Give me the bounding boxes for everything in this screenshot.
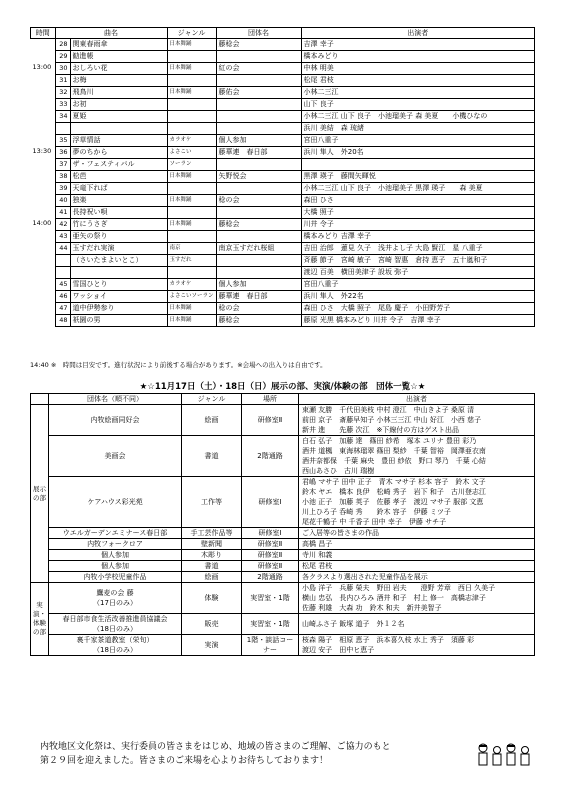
program-number: 48 [55,315,70,327]
exhibit-performers [299,572,535,583]
program-group [216,267,301,279]
exhibit-performers [299,539,535,550]
program-performers: 小林二三江 山下 良子 小池瑠美子 森 美夏 小機ひなの [301,111,534,123]
exhibit-place: 研修室Ⅱ [242,550,299,561]
exhibit-place: 研修室Ⅱ [242,405,299,436]
program-genre: 玉すだれ [167,255,216,267]
program-table [30,27,535,327]
program-row [31,291,535,303]
program-title [70,267,167,279]
program-group [216,183,301,195]
program-number: 43 [55,231,70,243]
header-performers: 出演者 [301,28,534,39]
program-performers [301,159,534,171]
exhibit-row [31,561,535,572]
exhibit-genre: 工作等 [182,477,242,528]
exhibit-performers [299,583,535,614]
exhibit-heading: ★☆11月17日（土）・18日（日）展示の部、実演/体験の部 団体一覧☆★ [139,382,426,392]
exhibit-group-name: 個人参加 [49,550,182,561]
program-number: 47 [55,303,70,315]
exhibit-genre: 書道 [182,561,242,572]
performer-line: 横山 忠弘 長内ひろみ 酒井 和子 村上 修一 高橋志津子 [302,594,486,602]
exhibit-row [31,635,535,656]
exhibit-row [31,550,535,561]
program-title: 夢のちから [70,147,167,159]
exhibit-row [31,539,535,550]
program-genre: カラオケ [167,279,216,291]
exhibit-place: 実習室・1階 [242,583,299,614]
program-performers: 藤原 光黒 橋本みどり 川井 令子 吉澤 幸子 [301,315,534,327]
program-group: 藤稔会 [216,39,301,51]
performer-line: 高橋 昌子 [302,540,333,548]
program-number [55,255,70,267]
performer-line: 酒井 道楓 東海林瑠翠 篠田 梨紗 千葉 智裕 岡澤亜衣南 [302,447,486,455]
program-genre: 日本舞踊 [167,303,216,315]
program-performers: 吉田 治郎 蓮見 久子 浅井よし子 大島 賢江 星 八重子 [301,243,534,255]
program-title: 祇園の男 [70,315,167,327]
exhibit-place: 1階・談話コーナー [242,635,299,656]
program-group [216,75,301,87]
program-row [31,123,535,135]
exhibit-row [31,405,535,436]
program-title: 道中伊勢参り [70,303,167,315]
program-performers: 宮田八重子 [301,279,534,291]
program-time: 13:30 [31,147,56,159]
header-name: 団体名（順不同） [49,394,182,405]
exhibit-performers [299,405,535,436]
exhibit-performers [299,614,535,635]
program-title: 関東春雨傘 [70,39,167,51]
program-time [31,183,56,195]
program-group [216,123,301,135]
exhibit-performers [299,436,535,477]
program-genre [167,75,216,87]
exhibit-performers [299,635,535,656]
program-number: 41 [55,207,70,219]
program-row [31,75,535,87]
program-title: 夏姫 [70,111,167,123]
exhibit-genre: 木彫り [182,550,242,561]
program-genre: 日本舞踊 [167,315,216,327]
program-row [31,219,535,231]
exhibit-row [31,572,535,583]
section-live-label: 実演・体験の部 [31,583,49,656]
program-time [31,39,56,51]
program-group: 矢野悦会 [216,171,301,183]
program-row [31,159,535,171]
program-group [216,111,301,123]
program-group: 藤稔会 [216,219,301,231]
program-group [216,51,301,63]
program-time [31,243,56,255]
program-number: 31 [55,75,70,87]
program-title: おしろい花 [70,63,167,75]
program-performers: 橋本みどり 吉澤 幸子 [301,231,534,243]
program-time [31,99,56,111]
program-group: 稔の会 [216,303,301,315]
performer-line: 渡辺 安子 田中ヒ恵子 [302,646,375,654]
program-title: 長持祝い唄 [70,207,167,219]
program-performers: 斉藤 節子 宮崎 敏子 宮崎 智惠 倉持 恵子 五十嵐和子 [301,255,534,267]
program-number [55,267,70,279]
program-time [31,231,56,243]
program-number: 29 [55,51,70,63]
program-group [216,231,301,243]
program-time [31,303,56,315]
program-performers: 吉澤 幸子 [301,39,534,51]
performer-line: 酒井奈都保 千葉 麻央 豊田 紗依 野口 琴乃 千葉 心結 [302,457,486,465]
exhibit-table [30,393,535,656]
program-group [216,99,301,111]
header-perf: 出演者 [299,394,535,405]
program-performers: 黒澤 瑛子 藤間矢暉悦 [301,171,534,183]
program-title: お初 [70,99,167,111]
program-performers: 森田 ひさ 大橋 照子 尾島 慶子 小田野芳子 [301,303,534,315]
program-row [31,231,535,243]
program-row [31,255,535,267]
program-group: 個人参加 [216,279,301,291]
performer-line: 君嶋 マサ子 田中 正子 青木 マサ子 杉本 容子 鈴木 文子 [302,478,486,486]
program-note [30,360,327,369]
exhibit-group-name: 春日部市食生活改善推進員協議会 （18日のみ） [49,614,182,635]
exhibit-genre: 壁新聞 [182,539,242,550]
program-title: 松芭 [70,171,167,183]
program-genre [167,51,216,63]
exhibit-row [31,614,535,635]
note-text: ※ 時間は目安です。進行状況により前後する場合があります。※会場への出入りは自由です。 [50,361,327,369]
program-group: 南京玉すだれ桜組 [216,243,301,255]
program-performers: 浜川 美結 森 琉緒 [301,123,534,135]
exhibit-row [31,477,535,528]
exhibit-group-name: 個人参加 [49,561,182,572]
program-genre: 日本舞踊 [167,171,216,183]
program-genre [167,267,216,279]
program-time: 13:00 [31,63,56,75]
program-time [31,171,56,183]
program-performers: 中林 明美 [301,63,534,75]
performer-line: 束瀬 友勝 千代田美枝 中村 澄江 中山きよ子 桑原 清 [302,406,475,414]
program-row [31,39,535,51]
exhibit-row [31,583,535,614]
program-number: 40 [55,195,70,207]
program-performers: 森田 ひさ [301,195,534,207]
exhibit-group-name: 内牧小学校児童作品 [49,572,182,583]
exhibit-performers [299,550,535,561]
program-time [31,87,56,99]
program-number: 38 [55,171,70,183]
program-group: 稔の会 [216,195,301,207]
program-row [31,171,535,183]
exhibit-genre: 絵画 [182,572,242,583]
program-genre: 日本舞踊 [167,63,216,75]
header-genre: ジャンル [167,28,216,39]
program-group: 藤華連 春日部 [216,147,301,159]
program-time [31,207,56,219]
exhibit-place: 2階通路 [242,436,299,477]
header-group: 団体名 [216,28,301,39]
performer-line: 前田 京子 斎藤早知子 小林三三江 中山 好江 小西 慈子 [302,416,482,424]
program-row [31,135,535,147]
section-exhibit-label: 展示の部 [31,405,49,583]
program-row [31,207,535,219]
exhibit-place: 研修室Ⅱ [242,561,299,572]
program-group: 個人参加 [216,135,301,147]
exhibit-genre: 絵画 [182,405,242,436]
program-title: 玉すだれ実演 [70,243,167,255]
program-genre [167,123,216,135]
people-illustration-icon [475,741,535,771]
exhibit-performers [299,561,535,572]
program-time [31,267,56,279]
exhibit-group-name: 鷹麦の会 藤 （17日のみ） [49,583,182,614]
program-genre [167,99,216,111]
performer-line: 白石 弘子 加藤 達 篠田 紗希 塚本 ユリナ 豊田 彩乃 [302,437,477,445]
program-time: 14:00 [31,219,56,231]
program-number: 33 [55,99,70,111]
program-time [31,279,56,291]
program-number: 34 [55,111,70,123]
program-title: 独楽 [70,195,167,207]
footer-line-1: 内牧地区文化祭は、実行委員の皆さまをはじめ、地域の皆さまのご理解、ご協力のもと [40,742,391,752]
program-row [31,63,535,75]
header-genre2: ジャンル [182,394,242,405]
program-performers: 松尾 君枝 [301,75,534,87]
program-performers: 小林二三江 [301,87,534,99]
program-genre [167,231,216,243]
program-number: 46 [55,291,70,303]
program-genre: よさこい [167,147,216,159]
program-row [31,303,535,315]
performer-line: 川上ひろ子 呑崎 秀 鈴木 容子 伊藤 ミツ子 [302,508,451,516]
performer-line: 小池 正子 加藤 英子 佐藤 孝子 渡辺 マサ子 服部 文恵 [302,498,484,506]
exhibit-group-name: 内牧フォークロア [49,539,182,550]
exhibit-place: 研修室Ⅰ [242,528,299,539]
program-genre [167,207,216,219]
program-genre: カラオケ [167,135,216,147]
program-genre: 日本舞踊 [167,87,216,99]
program-number: 30 [55,63,70,75]
exhibit-genre: 手工芸作品等 [182,528,242,539]
program-performers: 渡辺 百美 横田美津子 設坂 弥子 [301,267,534,279]
exhibit-group-name: 内牧絵画同好会 [49,405,182,436]
exhibit-group-name: ウエルガーデンエミナース春日部 [49,528,182,539]
exhibit-row [31,436,535,477]
program-performers: 川井 令子 [301,219,534,231]
program-number: 37 [55,159,70,171]
program-performers: 浜川 隼人 外20名 [301,147,534,159]
program-row [31,111,535,123]
end-time: 14:40 [30,361,49,369]
program-genre: よさこいソーラン [167,291,216,303]
program-group: 藤稔会 [216,315,301,327]
program-title: ワッショイ [70,291,167,303]
program-time [31,51,56,63]
program-time [31,315,56,327]
program-number: 42 [55,219,70,231]
program-number [55,123,70,135]
program-number: 28 [55,39,70,51]
program-time [31,111,56,123]
performer-line: 山崎ふさ子 飯塚 道子 外１２名 [302,620,405,628]
program-time [31,159,56,171]
performer-line: ご入居等の皆さまの作品 [302,529,379,537]
program-genre [167,183,216,195]
program-row [31,279,535,291]
program-genre: ソーラン [167,159,216,171]
performer-line: 小島 洋子 兵藤 榮夫 野田 岩夫 澄野 芳章 西日 久美子 [302,584,496,592]
program-performers: 大橋 照子 [301,207,534,219]
exhibit-place: 研修室Ⅱ [242,539,299,550]
program-row [31,243,535,255]
program-row [31,147,535,159]
program-performers: 山下 良子 [301,99,534,111]
footer-message [40,740,470,768]
program-group: 藤華連 春日部 [216,291,301,303]
program-time [31,291,56,303]
program-title: 天竜下れば [70,183,167,195]
program-performers: 宮田八重子 [301,135,534,147]
program-title [70,123,167,135]
header-place: 場所 [242,394,299,405]
program-time [31,135,56,147]
program-number: 36 [55,147,70,159]
exhibit-group-name: 裏千家茶道教室（栄旬） （18日のみ） [49,635,182,656]
program-genre: 日本舞踊 [167,219,216,231]
program-title: 勧進帳 [70,51,167,63]
exhibit-genre: 実演 [182,635,242,656]
program-row [31,51,535,63]
program-number: 35 [55,135,70,147]
program-title: （さいたまよいとこ） [70,255,167,267]
program-number: 45 [55,279,70,291]
program-title: ザ・フェスティバル [70,159,167,171]
program-title: お梅 [70,75,167,87]
performer-line: 桜森 陽子 相原 恵子 浜本喜久枝 水上 秀子 須藤 彩 [302,636,475,644]
program-row [31,183,535,195]
program-group: 紅の会 [216,63,301,75]
exhibit-performers [299,528,535,539]
exhibit-genre: 体験 [182,583,242,614]
program-genre: 南京 [167,243,216,255]
program-row [31,99,535,111]
performer-line: 佐藤 利雄 大森 功 鈴木 和夫 新井美智子 [302,604,442,612]
program-title: 竹にうさぎ [70,219,167,231]
performer-line: 寺川 和義 [302,551,333,559]
program-group [216,207,301,219]
program-row [31,267,535,279]
program-title: 雪国ひとり [70,279,167,291]
performer-line: 各クラスより選出された児童作品を展示 [302,573,428,581]
exhibit-place: 2階通路 [242,572,299,583]
program-genre [167,111,216,123]
header-title: 曲名 [55,28,167,39]
program-group [216,159,301,171]
performer-line: 西山あさひ 古川 瑞樹 [302,467,375,475]
header-blank [31,394,49,405]
program-time [31,75,56,87]
program-title: 飛鳥川 [70,87,167,99]
program-row [31,315,535,327]
program-row [31,195,535,207]
program-title: 浮草情話 [70,135,167,147]
program-time [31,255,56,267]
program-performers: 浜川 隼人 外22名 [301,291,534,303]
program-performers: 橋本みどり [301,51,534,63]
program-number: 44 [55,243,70,255]
header-time: 時間 [31,28,56,39]
footer-line-2: 第２９回を迎えました。皆さまのご来場を心よりお待ちしております！ [40,756,329,766]
program-group: 藤佑会 [216,87,301,99]
exhibit-group-name: 美画会 [49,436,182,477]
program-time [31,123,56,135]
program-genre: 日本舞踊 [167,195,216,207]
exhibit-row [31,528,535,539]
exhibit-place: 研修室Ⅰ [242,477,299,528]
program-number: 39 [55,183,70,195]
performer-line: 尾花千鶴子 中 千香子 田中 幸子 伊藤 サチ子 [302,518,447,526]
performer-line: 鈴木 ヤエ 橋本 良伊 松崎 秀子 岩下 和子 古川登志江 [302,488,486,496]
performer-line: 松尾 君枝 [302,562,333,570]
program-time [31,195,56,207]
program-genre: 日本舞踊 [167,39,216,51]
exhibit-group-name: ケアハウス彩光苑 [49,477,182,528]
exhibit-genre: 販売 [182,614,242,635]
exhibit-genre: 書道 [182,436,242,477]
program-title: 亜矢の祭り [70,231,167,243]
performer-line: 新井 進 先藤 次江 ※下線付の方はゲスト出品 [302,426,460,434]
exhibit-place: 実習室・1階 [242,614,299,635]
program-number: 32 [55,87,70,99]
program-group [216,255,301,267]
exhibit-performers [299,477,535,528]
program-row [31,87,535,99]
program-performers: 小林二三江 山下 良子 小池瑠美子 黒澤 瑛子 森 美夏 [301,183,534,195]
